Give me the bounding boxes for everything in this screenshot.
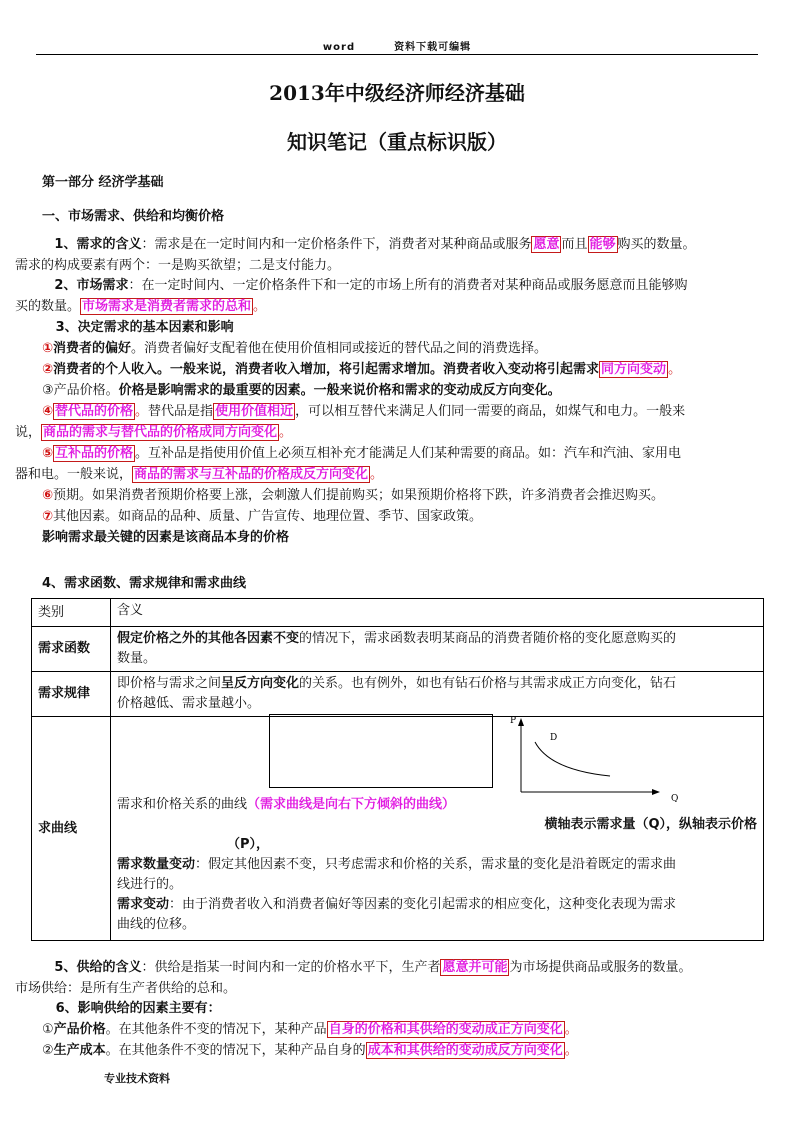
p1-label: 1、需求的含义 [54,237,142,252]
table-row [32,627,764,672]
row3-bold3: 需求变动 [117,897,170,912]
demand-curve [535,742,610,776]
p2-text1: ：在一定时间内、一定价格条件下和一定的市场上所有的消费者对某种商品或服务愿意而且能够购 [128,278,688,293]
p6-heading [42,998,756,1019]
page-header [0,38,794,53]
curve-d-label: D [550,733,558,743]
part-heading: 第一部分 经济学基础 [42,175,164,190]
s2-label: 生产成本 [53,1043,106,1058]
axis-q-label: Q [671,794,679,802]
f4-key0: 替代品的价格 [55,404,134,419]
p1-key1: 愿意 [533,237,560,252]
row2-category: 需求规律 [32,672,111,717]
p2-label: 2、市场需求 [54,278,129,293]
f5-text2: 器和电。一般来说， [15,467,133,482]
p2-line2 [15,296,729,317]
factor6 [42,485,756,506]
p5-line1 [42,957,756,978]
f2-dot: 。 [668,362,682,377]
f5-dot: 。 [370,467,384,482]
f5-key0: 互补品的价格 [55,446,134,461]
f3-bold: 价格是影响需求的最重要的因素。一般来说价格和需求的变动成反方向变化。 [118,383,561,398]
doc-title-line2: 知识笔记（重点标识版） [287,130,507,154]
s2-text: 。在其他条件不变的情况下，某种产品自身的 [105,1043,366,1058]
p2-text2: 买的数量。 [15,299,81,314]
section1-heading: 一、市场需求、供给和均衡价格 [42,209,225,224]
p3-label: 3、决定需求的基本因素和影响 [55,320,234,335]
f4-dot: 。 [279,425,293,440]
p1-text1: ：需求是在一定时间内和一定价格条件下，消费者对某种商品或服务 [141,237,532,252]
row2-text2: 的关系。也有例外，如也有钻石价格与其需求成正方向变化，钻石 [299,676,677,691]
f4-key2: 商品的需求与替代品的价格成同方向变化 [43,425,278,440]
row2-text3: 价格越低、需求量越小。 [117,696,261,711]
f5-key1: 商品的需求与互补品的价格成反方向变化 [134,467,369,482]
factor2 [42,359,756,380]
row1-category: 需求函数 [32,627,111,672]
f4-num: ④ [42,404,54,419]
s1-num: ① [42,1022,54,1037]
row3-category: 求曲线 [32,717,111,941]
section4-heading: 4、需求函数、需求规律和需求曲线 [42,576,247,591]
s1-key: 自身的价格和其供给的变动成正方向变化 [328,1022,563,1037]
f1-label: 消费者的偏好 [53,341,132,356]
y-axis-arrow [518,718,524,726]
factor3 [42,380,756,401]
f5-text1: 。互补品是指使用价值上必须互相补充才能满足人们某种需要的商品。如：汽车和汽油、家用电 [135,446,682,461]
s1-label: 产品价格 [53,1022,106,1037]
f7-num: ⑦ [42,509,54,524]
demand-curve-graph [505,712,690,802]
f4-text3: 说， [15,425,42,440]
f4-dot0: 。 [135,404,149,419]
row3-axis-note: 横轴表示需求量（Q），纵轴表示价格 [544,817,757,832]
row3-text2: ：假定其他因素不变，只考虑需求和价格的关系，需求量的变化是沿着既定的需求曲 [195,857,677,872]
p2-dot: 。 [253,299,267,314]
row3-bold2: 需求数量变动 [117,857,196,872]
table-header-category: 类别 [32,599,111,627]
s2-key: 成本和其供给的变动成反方向变化 [367,1043,563,1058]
table-header-meaning: 含义 [111,599,764,627]
s2-dot: 。 [564,1043,578,1058]
s1-text: 。在其他条件不变的情况下，某种产品 [105,1022,327,1037]
axis-p-label: P [510,716,517,726]
f4-text1: 替代品是指 [148,404,214,419]
row2-text1: 即价格与需求之间 [117,676,222,691]
p5-label: 5、供给的含义 [54,960,142,975]
row1-bold: 假定价格之外的其他各因素不变 [117,631,300,646]
supply-factor2 [42,1040,756,1061]
factor1 [42,338,756,359]
p2-key1: 市场需求是消费者需求的总和 [82,299,252,314]
factor7 [42,506,756,527]
f6-num: ⑥ [42,488,54,503]
f1-text: 。消费者偏好支配着他在使用价值相同或接近的替代品之间的消费选择。 [131,341,548,356]
f2-label: 消费者的个人收入 [53,362,158,377]
doc-title-line1: 2013年中级经济师经济基础 [269,81,525,105]
f2-num: ② [42,362,54,377]
f4-key1: 使用价值相近 [215,404,294,419]
header-rule [36,54,758,55]
header-right: 资料下载可编辑 [394,42,472,53]
p1-line1 [42,234,756,255]
factor4-line2 [15,422,729,443]
factor4-line1 [42,401,756,422]
row3-text3: 线进行的。 [117,877,183,892]
row3-text4: ：由于消费者收入和消费者偏好等因素的变化引起需求的相应变化，这种变化表现为需求 [169,897,677,912]
f2-text: 。一般来说，消费者收入增加，将引起需求增加。消费者收入变动将引起需求 [157,362,600,377]
factor5-line1 [42,443,756,464]
s1-dot: 。 [564,1022,578,1037]
table-header-row [32,599,764,627]
factor5-line2 [15,464,729,485]
f4-text2: ，可以相互替代来满足人们同一需要的商品，如煤气和电力。一般来 [295,404,686,419]
row3-key: （需求曲线是向右下方倾斜的曲线） [247,797,456,812]
supply-factor1 [42,1019,756,1040]
curve-placeholder-box [269,714,493,788]
key-factor: 影响需求最关键的因素是该商品本身的价格 [42,530,290,545]
f1-num: ① [42,341,54,356]
f3-text: 产品价格。 [53,383,119,398]
row2-meaning [111,672,764,717]
p1-line2: 需求的构成要素有两个：一是购买欲望；二是支付能力。 [15,258,341,273]
row3-axis-note2: （P）， [227,837,270,852]
x-axis-arrow [652,789,660,795]
p2-line1 [42,275,756,296]
f6-text: 预期。如果消费者预期价格要上涨，会刺激人们提前购买；如果预期价格将下跌，许多消费者会推迟购买。 [53,488,665,503]
page-footer: 专业技术资料 [104,1072,170,1085]
f3-num: ③ [42,383,54,398]
p5-key: 愿意并可能 [442,960,508,975]
header-left: word [322,42,356,53]
p1-text2: 而且 [561,237,588,252]
p5-text1: ：供给是指某一时间内和一定的价格水平下，生产者 [141,960,441,975]
row1-text1: 的情况下，需求函数表明某商品的消费者随价格的变化愿意购买的 [299,631,677,646]
row2-bold: 呈反方向变化 [221,676,300,691]
s2-num: ② [42,1043,54,1058]
row3-text1: 需求和价格关系的曲线 [117,797,248,812]
p5-line2: 市场供给：是所有生产者供给的总和。 [15,981,237,996]
p6-label: 6、影响供给的因素主要有： [55,1001,221,1016]
f7-text: 其他因素。如商品的品种、质量、广告宣传、地理位置、季节、国家政策。 [53,509,483,524]
p1-key2: 能够 [589,237,616,252]
row3-text5: 曲线的位移。 [117,917,196,932]
p5-text2: 为市场提供商品或服务的数量。 [509,960,692,975]
row1-text2: 数量。 [117,651,157,666]
p3-heading [42,317,756,338]
f2-key: 同方向变动 [601,362,667,377]
table-row [32,672,764,717]
p1-text3: 购买的数量。 [617,237,696,252]
row1-meaning [111,627,764,672]
f5-num: ⑤ [42,446,54,461]
